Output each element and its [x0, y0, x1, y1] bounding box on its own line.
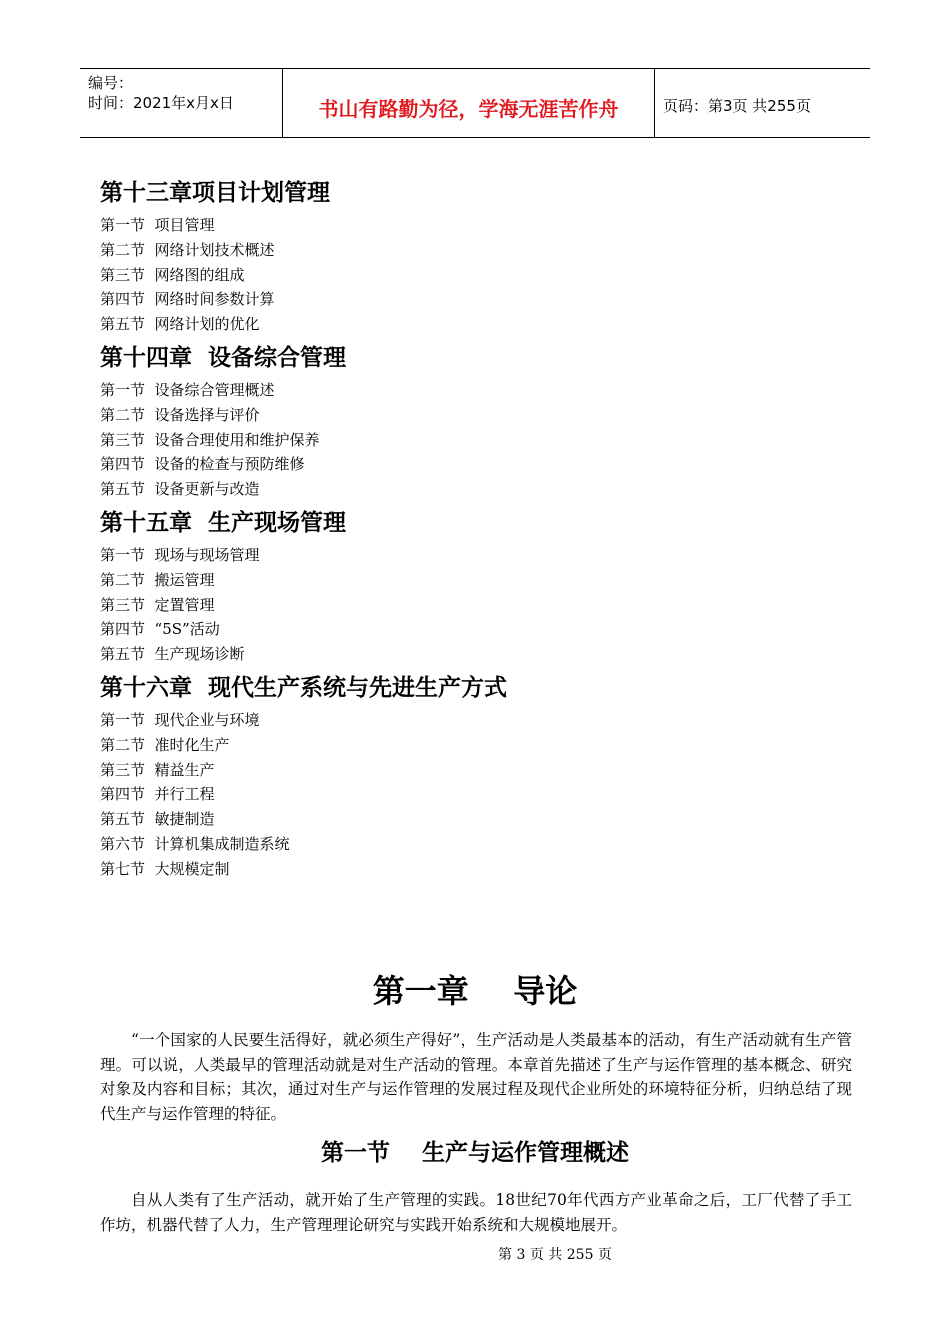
toc-chapter-title: 第十三章项目计划管理 [100, 180, 330, 206]
toc-section-list [100, 543, 860, 667]
toc-section-item: 第一节 现代企业与环境 [100, 710, 260, 729]
toc-chapter-13 [100, 176, 860, 337]
toc-section-item: 第三节 设备合理使用和维护保养 [100, 430, 320, 449]
toc-section-list [100, 708, 860, 882]
toc-chapter-15 [100, 506, 860, 667]
toc-section-item: 第二节 准时化生产 [100, 735, 230, 754]
header-table [80, 68, 870, 138]
header-left-cell [80, 69, 283, 137]
toc-section-list [100, 213, 860, 337]
section-paragraph: 自从人类有了生产活动，就开始了生产管理的实践。18世纪70年代西方产业革命之后，工厂代替了手工作坊，机器代替了人力，生产管理理论研究与实践开始系统和大规模地展开。 [100, 1191, 852, 1234]
section-heading: 第一节 生产与运作管理概述 [320, 1140, 630, 1166]
toc-chapter-title: 第十四章 设备综合管理 [100, 344, 347, 371]
toc-section-item: 第三节 精益生产 [100, 760, 215, 779]
toc-section-item: 第二节 搬运管理 [100, 570, 215, 589]
header-page-info: 页码：第3页 共255页 [663, 96, 811, 115]
page-footer: 第 3 页 共 255 页 [498, 1247, 612, 1263]
toc-section-item: 第五节 敏捷制造 [100, 810, 215, 829]
table-of-contents [100, 176, 860, 886]
toc-section-item: 第四节 网络时间参数计算 [100, 290, 275, 309]
toc-section-item: 第五节 设备更新与改造 [100, 480, 260, 499]
toc-section-item: 第五节 网络计划的优化 [100, 315, 260, 334]
toc-section-item: 第一节 现场与现场管理 [100, 545, 260, 564]
toc-section-item: 第三节 网络图的组成 [100, 265, 245, 284]
toc-section-item: 第七节 大规模定制 [100, 859, 230, 878]
toc-section-item: 第一节 设备综合管理概述 [100, 380, 275, 399]
toc-chapter-title: 第十六章 现代生产系统与先进生产方式 [100, 674, 508, 701]
toc-section-item: 第六节 计算机集成制造系统 [100, 834, 290, 853]
toc-chapter-16 [100, 671, 860, 882]
toc-section-item: 第五节 生产现场诊断 [100, 645, 245, 664]
toc-section-list [100, 378, 860, 502]
chapter-heading: 第一章 导论 [372, 972, 578, 1010]
intro-paragraph: “一个国家的人民要生活得好，就必须生产得好”，生产活动是人类最基本的活动，有生产活动就有生产管理。可以说，人类最早的管理活动就是对生产活动的管理。本章首先描述了生产与运作管理的基本概念、研究对象及内容和目标；其次，通过对生产与运作管理的发展过程及现代企业所处的环境特征分析，归纳总结了现代生产与运作管理的特征。 [100, 1031, 852, 1123]
toc-chapter-title: 第十五章 生产现场管理 [100, 509, 347, 536]
toc-section-item: 第四节 设备的检查与预防维修 [100, 455, 305, 474]
toc-chapter-14 [100, 341, 860, 502]
toc-section-item: 第二节 网络计划技术概述 [100, 240, 275, 259]
header-motto: 书山有路勤为径，学海无涯苦作舟 [283, 69, 655, 137]
toc-section-item: 第四节 并行工程 [100, 785, 215, 804]
toc-section-item: 第二节 设备选择与评价 [100, 405, 260, 424]
document-number-label: 编号： [88, 74, 134, 92]
toc-section-item: 第四节 “5S”活动 [100, 620, 220, 639]
document-date: 时间：2021年x月x日 [88, 94, 234, 112]
toc-section-item: 第一节 项目管理 [100, 216, 215, 234]
toc-section-item: 第三节 定置管理 [100, 595, 215, 614]
